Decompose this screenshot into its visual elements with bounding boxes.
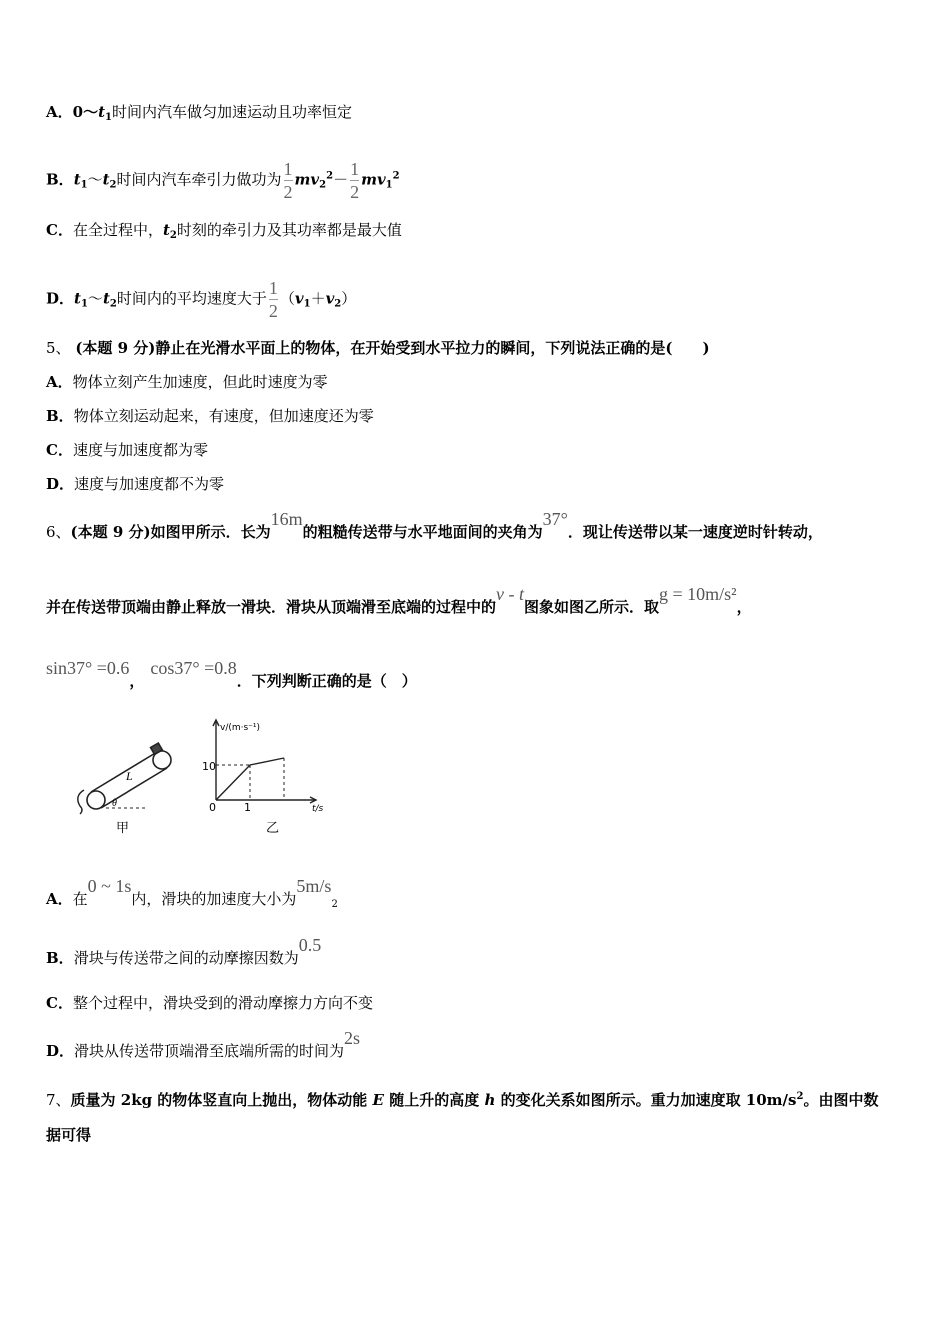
option-label: A． bbox=[46, 103, 73, 121]
q6-stem-line2: 并在传送带顶端由静止释放一滑块．滑块从顶端滑至底端的过程中的v - t图象如图乙所示．取g = 10m/s²， bbox=[46, 584, 752, 616]
q6-stem-line1: 6、(本题 9 分)如图甲所示．长为16m的粗糙传送带与水平地面间的夹角为37°．现让传送带以某一速度逆时针转动， bbox=[46, 509, 823, 541]
fraction-half: $\frac{1}{2}$ bbox=[283, 159, 293, 202]
q6-option-a: A．在0 ~ 1s内，滑块的加速度大小为$5m/s_2$ bbox=[46, 876, 338, 910]
q4-option-d: D．$t_1\sim t_2$时间内的平均速度大于 $\frac{1}{2}$ $(v_1+v_2)$ bbox=[46, 278, 357, 321]
left-caption: 甲 bbox=[116, 821, 130, 836]
q4-option-a: A．$0\sim t_1$时间内汽车做匀加速运动且功率恒定 bbox=[46, 103, 352, 123]
cos-value: cos37° =0.8 bbox=[150, 658, 237, 678]
figure-svg bbox=[64, 714, 344, 839]
sin-value: sin37° =0.6 bbox=[46, 658, 130, 678]
gravity-value: g = 10m/s² bbox=[659, 584, 737, 604]
q6-stem-line3: sin37° =0.6，cos37° =0.8．下列判断正确的是（ ） bbox=[46, 658, 417, 690]
q6-option-b: B．滑块与传送带之间的动摩擦因数为0.5 bbox=[46, 935, 322, 967]
option-text: 时间内汽车做匀加速运动且功率恒定 bbox=[111, 103, 352, 121]
q7-stem-line2: 据可得 bbox=[46, 1126, 92, 1144]
belt-length-label: L bbox=[126, 769, 133, 783]
length-value: 16m bbox=[270, 509, 303, 529]
q7-stem-line1: 7、质量为 2kg 的物体竖直向上抛出，物体动能 E 随上升的高度 h 的变化关系如图所示。重力加速度取 $10m/s^2$。由图中数 bbox=[46, 1091, 879, 1109]
option-label: D． bbox=[46, 289, 75, 308]
option-label: B． bbox=[46, 170, 74, 189]
right-caption: 乙 bbox=[266, 821, 280, 836]
q5-option-a: A．物体立刻产生加速度，但此时速度为零 bbox=[46, 373, 328, 391]
y-axis-label: v/(m·s⁻¹) bbox=[220, 723, 261, 733]
slider-block bbox=[151, 743, 163, 754]
rotation-arrow bbox=[78, 790, 84, 814]
question-number: 7、 bbox=[46, 1091, 71, 1109]
q6-option-c: C．整个过程中，滑块受到的滑动摩擦力方向不变 bbox=[46, 994, 373, 1012]
fraction-half: $\frac{1}{2}$ bbox=[350, 159, 360, 202]
q5-stem bbox=[46, 338, 710, 358]
option-label: C． bbox=[46, 221, 73, 239]
question-number: 6、 bbox=[46, 523, 71, 541]
x-axis-label: t/s bbox=[312, 804, 324, 814]
q6-figure bbox=[64, 714, 344, 843]
q4-option-c: C．在全过程中，$t_2$时刻的牵引力及其功率都是最大值 bbox=[46, 221, 402, 241]
question-number: 5、 bbox=[46, 339, 71, 357]
belt-bottom bbox=[101, 768, 167, 808]
belt-top bbox=[91, 752, 157, 792]
q6-option-d: D．滑块从传送带顶端滑至底端所需的时间为2s bbox=[46, 1028, 361, 1060]
angle-label: θ bbox=[112, 798, 117, 809]
q4-option-b: B．$t_1\sim t_2$时间内汽车牵引力做功为 $\frac{1}{2}$ $mv_2^2-$ $\frac{1}{2}$ $mv_1^2$ bbox=[46, 159, 400, 202]
fraction-half: $\frac{1}{2}$ bbox=[268, 278, 278, 321]
q5-option-c: C．速度与加速度都为零 bbox=[46, 441, 208, 459]
x-tick-label: 1 bbox=[244, 801, 251, 814]
vt-label: v - t bbox=[496, 584, 524, 604]
origin-label: 0 bbox=[209, 801, 216, 814]
q5-option-d: D．速度与加速度都不为零 bbox=[46, 475, 225, 493]
question-text: (本题 9 分)静止在光滑水平面上的物体，在开始受到水平拉力的瞬间，下列说法正确的是( ) bbox=[75, 339, 710, 357]
angle-value: 37° bbox=[542, 509, 568, 529]
y-tick-label: 10 bbox=[202, 760, 216, 773]
q5-option-b: B．物体立刻运动起来，有速度，但加速度还为零 bbox=[46, 407, 374, 425]
conveyor-diagram bbox=[78, 743, 171, 814]
